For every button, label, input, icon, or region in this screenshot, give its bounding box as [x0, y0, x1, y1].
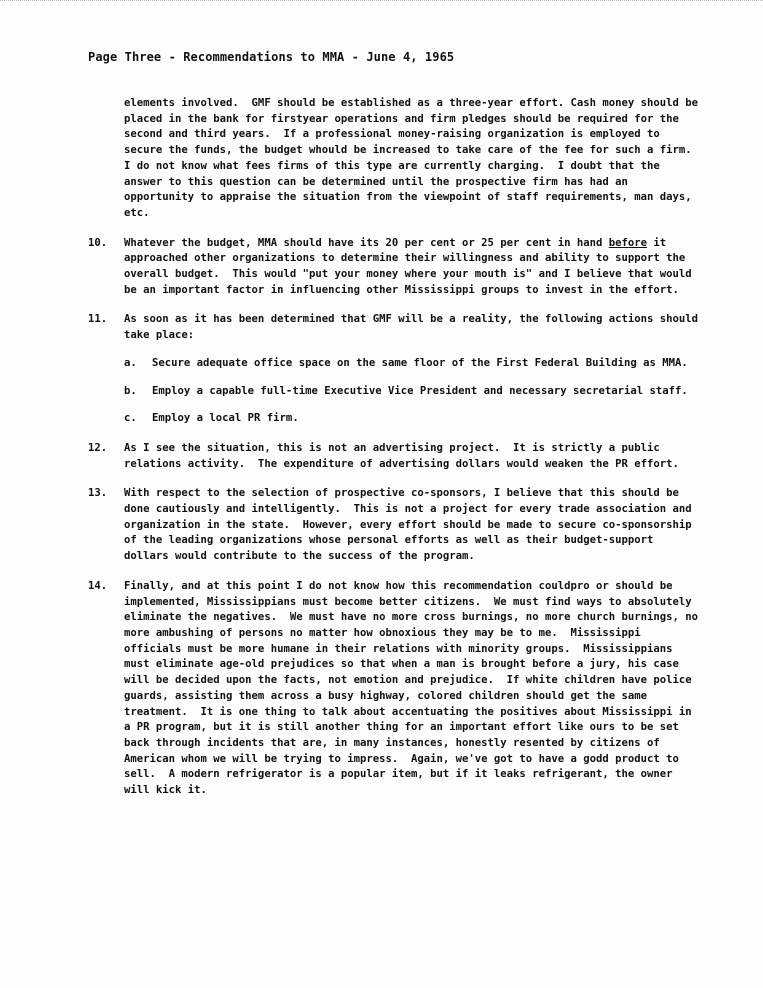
continuation-paragraph: elements involved. GMF should be established as a three-year effort. Cash money should be placed in the bank for firstyear operations and firm pledges should be required for the second and third years. If a professional money-raising organization is employed to secure the funds, the budget whould be increased to take care of the fee for such a firm. I do not know what fees firms of this type are currently charging. I doubt that the answer to this question can be determined until the prospective firm has had an opportunity to appraise the situation from the viewpoint of staff requirements, man days, etc. — [124, 97, 705, 219]
subitem-a — [124, 356, 703, 372]
item-text-post: it approached other organizations to determine their willingness and ability to support the overall budget. This would "put your money where your mouth is" and I believe that would be an important factor in influencing other Mississippi groups to invest in the effort. — [124, 236, 699, 296]
item-text-pre: Whatever the budget, MMA should have its 20 per cent or 25 per cent in hand — [124, 236, 609, 249]
item-text — [124, 236, 703, 299]
page-header: Page Three - Recommendations to MMA - June 4, 1965 — [88, 50, 455, 64]
subitem-c — [124, 411, 703, 427]
item-text: Finally, and at this point I do not know how this recommendation couldpro or should be implemented, Mississippians must become better citizens. We must find ways to absolutely eliminate the negatives. We must have no more cross burnings, no more church burnings, no more ambushing of persons no matter how obnoxious they may be to me. Mississippi officials must be more humane in their relations with minority groups. Mississippians must eliminate age-old prejudices so that when a man is brought before a jury, his case will be decided upon the facts, not emotion and prejudice. If white children have police guards, assisting them across a busy highway, colored children should get the same treatment. It is one thing to talk about accentuating the positives about Mississippi in a PR program, but it is still another thing for an important effort like ours to be set back through incidents that are, in many instances, honestly resented by citizens of American whom we will be trying to impress. Again, we've got to have a godd product to sell. A modern refrigerator is a popular item, but if it leaks refrigerant, the owner will kick it. — [124, 579, 705, 797]
item-text: As I see the situation, this is not an advertising project. It is strictly a public relations activity. The expenditure of advertising dollars would weaken the PR effort. — [124, 441, 679, 470]
item-number: 12. — [88, 441, 108, 454]
item-text: With respect to the selection of prospective co-sponsors, I believe that this should be done cautiously and intelligently. This is not a project for every trade association and organization in the state. However, every effort should be made to secure co-sponsorship of the leading organizations whose personal efforts as well as their budget-support dollars would contribute to the success of the program. — [124, 487, 699, 563]
document-body — [88, 96, 703, 799]
numbered-item-12 — [88, 441, 703, 472]
item-text: As soon as it has been determined that GMF will be a reality, the following actions should take place: — [124, 313, 705, 342]
item-number: 14. — [88, 579, 108, 592]
top-dotted-rule — [0, 0, 763, 3]
underlined-word: before — [608, 236, 648, 249]
numbered-item-10 — [88, 236, 703, 299]
subitem-text: Employ a local PR firm. — [152, 412, 299, 425]
subitem-letter: b. — [124, 384, 137, 397]
subitem-text: Secure adequate office space on the same floor of the First Federal Building as MMA. — [152, 356, 688, 369]
subitem-letter: a. — [124, 356, 137, 369]
subitem-letter: c. — [124, 412, 137, 425]
numbered-item-14 — [88, 579, 703, 799]
item-number: 13. — [88, 487, 108, 500]
numbered-item-11 — [88, 312, 703, 343]
subitem-b — [124, 384, 703, 400]
subitem-text: Employ a capable full-time Executive Vice President and necessary secretarial staff. — [152, 384, 688, 397]
item-number: 10. — [88, 236, 108, 249]
numbered-item-13 — [88, 486, 703, 565]
item-number: 11. — [88, 313, 108, 326]
